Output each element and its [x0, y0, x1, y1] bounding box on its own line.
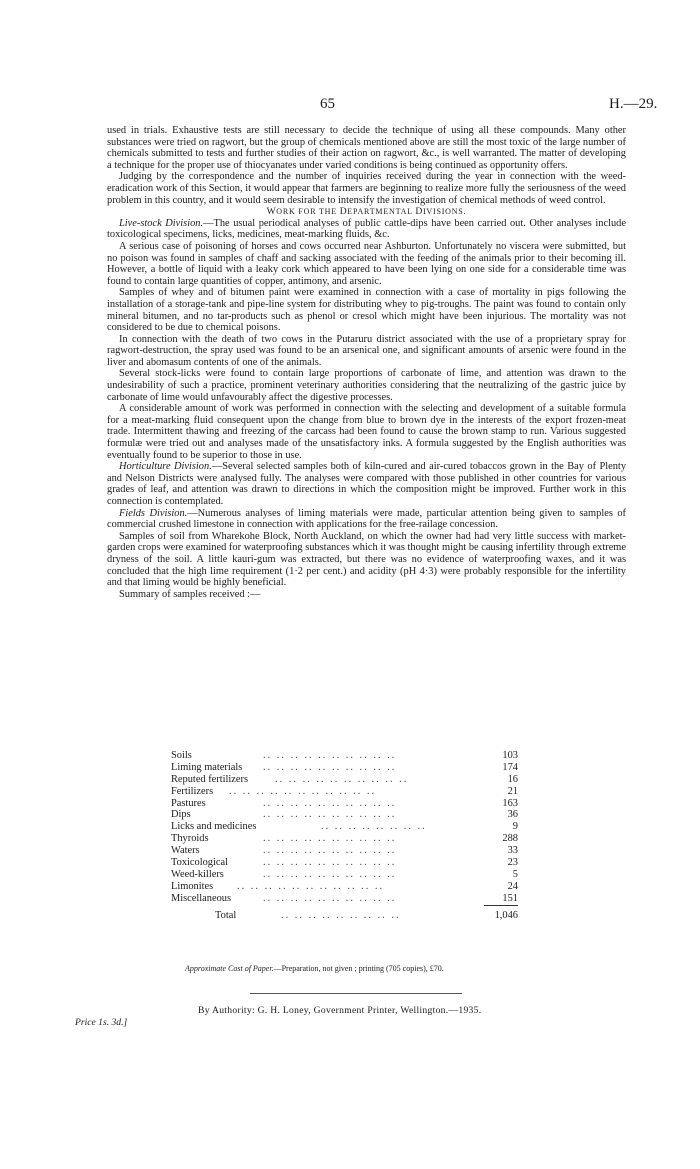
row-label: Toxicological	[171, 857, 228, 869]
row-label: Miscellaneous	[171, 892, 232, 904]
table-row	[171, 869, 518, 881]
leader-dots: .. .. .. .. .. .. .. .. .. ..	[263, 833, 397, 845]
paragraph: Judging by the correspondence and the number of inquiries received during the year in connection with the weed-eradication work of this Section, it would appear that farmers are beginning to realize more fully the seriousness of the weed problem in this country, and it would seem desirable to intensify the investigation of chemical methods of weed control.	[107, 171, 626, 206]
heading-initial: W	[266, 206, 277, 218]
paragraph-text: —The usual periodical analyses of public cattle-dips have been carried out. Other analyses include toxicological specimens, licks, medicines, meat-marking fluids, &c.	[107, 217, 626, 241]
row-value: 24	[507, 880, 518, 892]
total-label: Total	[215, 909, 237, 921]
division-title: Fields Division.	[119, 507, 188, 519]
row-label: Limonites	[171, 880, 214, 892]
table-row	[171, 762, 518, 774]
row-label: Weed-killers	[171, 868, 224, 880]
table-row	[171, 857, 518, 869]
leader-dots: .. .. .. .. .. .. .. .. .. .. ..	[229, 785, 377, 797]
paragraph: A considerable amount of work was performed in connection with the selecting and development of a suitable formula for a meat-marking fluid consequent upon the change from blue to brown dye in the interests of the export frozen-meat trade. Intermittent thawing and freezing of the carcass had been found to cause the brown stamp to run. Various suggested formulæ were tried out and analyses made of the unsatisfactory inks. A formula suggested by the English authorities was eventually found to be superior to those in use.	[107, 403, 626, 461]
leader-dots: .. .. .. .. .. .. .. .. .. ..	[263, 868, 397, 880]
document-reference: H.—29.	[609, 96, 658, 112]
table-row	[171, 821, 518, 833]
row-label: Waters	[171, 845, 200, 857]
row-value: 33	[507, 845, 518, 857]
leader-dots: .. .. .. .. .. .. .. .. ..	[281, 909, 401, 921]
heading-initial: D	[415, 206, 423, 218]
cost-note	[185, 964, 444, 973]
division-title: Horticulture Division.	[119, 461, 212, 473]
row-value: 21	[507, 785, 518, 797]
paragraph: A serious case of poisoning of horses and cows occurred near Ashburton. Unfortunately no viscera were submitted, but no poison was found in samples of chaff and sacking associated with the feeding of the animals prior to their becoming ill. However, a bottle of liquid with a leaky cork which appeared to have been lying on one side for a considerable time was found to contain large quantities of copper, antimony, and arsenic.	[107, 240, 626, 287]
heading-smallcaps: IVISIONS.	[422, 207, 467, 217]
leader-dots: .. .. .. .. .. .. .. .. .. .. ..	[237, 880, 385, 892]
paragraph: In connection with the death of two cows in the Putaruru district associated with the use of a proprietary spray for ragwort-destruction, the spray used was found to be an arsenical one, and significant amounts of arsenic were found in the liver and abomasum contents of one of the animals.	[107, 333, 626, 368]
row-label: Soils	[171, 750, 192, 761]
summary-intro: Summary of samples received :—	[119, 588, 261, 600]
separator-line	[250, 993, 462, 994]
section-heading	[107, 206, 626, 218]
leader-dots: .. .. .. .. .. .. .. .. .. ..	[263, 809, 397, 821]
paragraph: Samples of whey and of bitumen paint were examined in connection with a case of mortality in pigs following the installation of a storage-tank and pipe-line system for distributing whey to pig-troughs. The paint was found to contain only mineral bitumen, and no tar-products such as phenol or cresol which might have been injurious. The mortality was not considered to be due to chemical poisons.	[107, 287, 626, 334]
row-value: 174	[502, 761, 518, 773]
leader-dots: .. .. .. .. .. .. .. .. .. ..	[263, 750, 397, 761]
table-row	[171, 809, 518, 821]
row-label: Liming materials	[171, 761, 243, 773]
paragraph: Several stock-licks were found to contain large proportions of carbonate of lime, and attention was drawn to the undesirability of such a practice, prominent veterinary authorities considering that the neutralizing of the gastric juice by carbonate of lime would unfavourably affect the digestive processes.	[107, 368, 626, 403]
leader-dots: .. .. .. .. .. .. .. ..	[321, 821, 427, 833]
heading-initial: D	[339, 206, 348, 218]
row-label: Reputed fertilizers	[171, 773, 249, 785]
row-value: 36	[507, 809, 518, 821]
paragraph-text: —Several selected samples both of kiln-cured and air-cured tobaccos grown in the Bay of Plenty and Nelson Districts were analysed fully. The analyses were compared with those published in other countries for various grades of leaf, and attention was drawn to directions in which the composition might be improved. Further work in this connection is contemplated.	[107, 461, 627, 507]
authority-line: By Authority: G. H. Loney, Government Printer, Wellington.—1935.	[198, 1005, 482, 1016]
row-value: 9	[512, 821, 518, 833]
row-label: Dips	[171, 809, 191, 821]
table-row	[171, 893, 518, 905]
cost-text: —Preparation, not given ; printing (705 copies), £70.	[273, 964, 444, 973]
row-value: 103	[502, 750, 518, 761]
leader-dots: .. .. .. .. .. .. .. .. .. ..	[263, 797, 397, 809]
paragraph-text: —Numerous analyses of liming materials were made, particular attention being given to samples of commercial crushed limestone in connection with applications for the free-railage concession.	[107, 507, 626, 531]
table-row	[171, 774, 518, 786]
row-label: Thyroids	[171, 833, 209, 845]
division-title: Live-stock Division.	[119, 217, 204, 229]
row-value: 288	[502, 833, 518, 845]
table-row	[171, 881, 518, 893]
total-value: 1,046	[494, 909, 518, 921]
paragraph: used in trials. Exhaustive tests are still necessary to decide the technique of using all these compounds. Many other substances were tried on ragwort, but the group of chemicals mentioned above are still the most toxic of the large number of chemicals submitted to tests and further studies of their action on ragwort, &c., is well warranted. The matter of developing a technique for the proper use of thiocyanates under varied conditions is being continued as opportunity offers.	[107, 125, 626, 171]
table-total-row	[171, 909, 518, 923]
table-row	[171, 750, 518, 762]
leader-dots: .. .. .. .. .. .. .. .. .. ..	[263, 892, 397, 904]
row-label: Licks and medicines	[171, 821, 257, 833]
paragraph	[107, 218, 626, 241]
page-number: 65	[320, 96, 335, 112]
total-rule	[484, 905, 518, 906]
leader-dots: .. .. .. .. .. .. .. .. .. ..	[275, 773, 409, 785]
row-value: 16	[507, 773, 518, 785]
row-value: 5	[512, 868, 518, 880]
table-row	[171, 833, 518, 845]
row-value: 163	[502, 797, 518, 809]
row-value: 151	[502, 892, 518, 904]
cost-label: Approximate Cost of Paper.	[185, 964, 274, 973]
summary-table	[171, 750, 518, 923]
row-label: Pastures	[171, 797, 206, 809]
price-note: Price 1s. 3d.]	[75, 1017, 128, 1028]
leader-dots: .. .. .. .. .. .. .. .. .. ..	[263, 845, 397, 857]
paragraph	[107, 508, 626, 531]
heading-smallcaps: EPARTMENTAL	[347, 207, 416, 217]
leader-dots: .. .. .. .. .. .. .. .. .. ..	[263, 761, 397, 773]
table-row	[171, 798, 518, 810]
table-row	[171, 786, 518, 798]
row-value: 23	[507, 857, 518, 869]
paragraph: Samples of soil from Wharekohe Block, North Auckland, on which the owner had had very little success with market-garden crops were examined for waterproofing substances which it was thought might be causing infertility through extreme dryness of the soil. A little kauri-gum was extracted, but there was no evidence of waterproofing waxes, and it was concluded that the high lime requirement (1·2 per cent.) and acidity (pH 4·3) were probably responsible for the infertility and that liming would be highly beneficial.	[107, 530, 626, 589]
body-text	[107, 125, 626, 600]
table-row	[171, 845, 518, 857]
heading-smallcaps: ORK FOR THE	[276, 207, 340, 217]
row-label: Fertilizers	[171, 785, 214, 797]
leader-dots: .. .. .. .. .. .. .. .. .. ..	[263, 857, 397, 869]
paragraph	[107, 461, 626, 507]
